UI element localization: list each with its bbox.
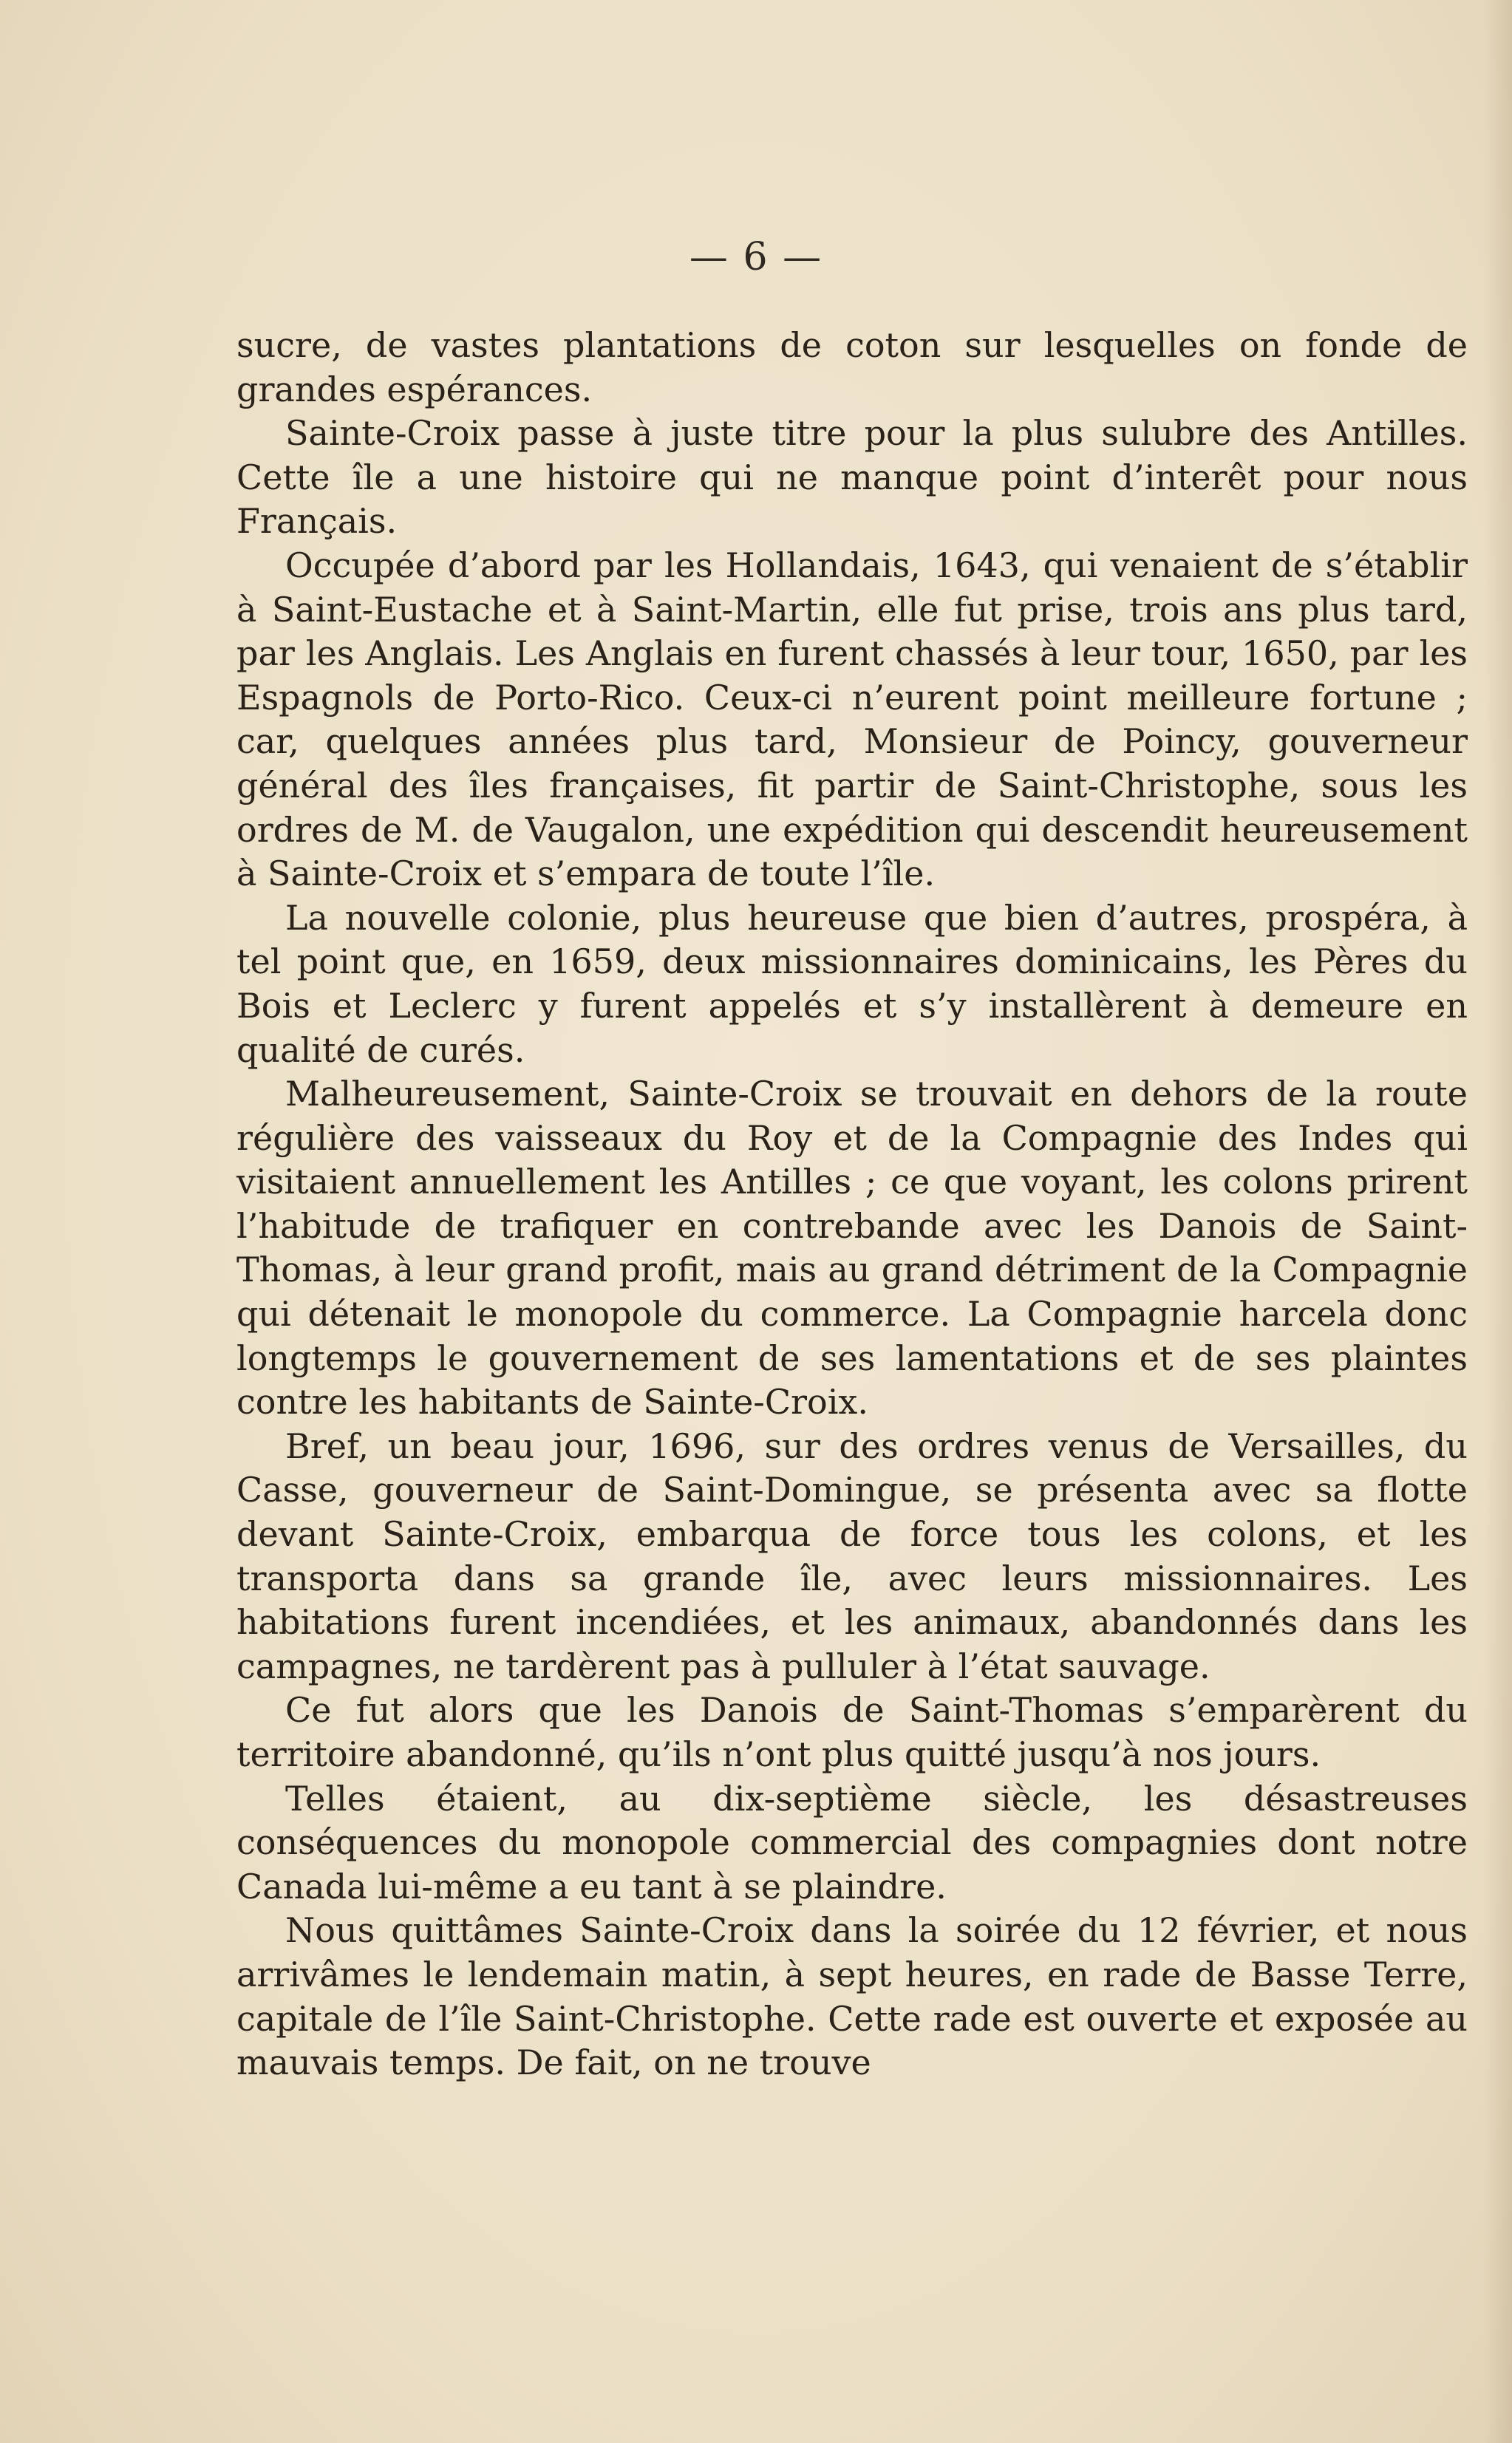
paragraph-9: Nous quittâmes Sainte-Croix dans la soirée du 12 février, et nous arrivâmes le lendemain matin, à sept heures, en rade de Basse Terre, capitale de l’île Saint-Christophe. Cette rade est ouverte et exposée au mauvais temps. De fait, on ne trouve	[236, 1910, 1468, 2083]
paragraph-5: Malheureusement, Sainte-Croix se trouvait en dehors de la route régulière des vaisseaux du Roy et de la Compagnie des Indes qui visitaient annuellement les Antilles ; ce que voyant, les colons prirent l’habitude de trafiquer en contrebande avec les Danois de Saint-Thomas, à leur grand profit, mais au grand détriment de la Compagnie qui détenait le monopole du commerce. La Compagnie harcela donc longtemps le gouvernement de ses lamentations et de ses plaintes contre les habitants de Sainte-Croix.	[236, 1074, 1468, 1422]
paragraph-7: Ce fut alors que les Danois de Saint-Thomas s’emparèrent du territoire abandonné, qu’ils n’ont plus quitté jusqu’à nos jours.	[236, 1690, 1468, 1774]
paragraph-8: Telles étaient, au dix-septième siècle, les désastreuses conséquences du monopole commercial des compagnies dont notre Canada lui-même a eu tant à se plaindre.	[236, 1778, 1468, 1907]
page-edge-shadow	[1484, 0, 1512, 2443]
paragraph-6: Bref, un beau jour, 1696, sur des ordres venus de Versailles, du Casse, gouverneur de Saint-Domingue, se présenta avec sa flotte devant Sainte-Croix, embarqua de force tous les colons, et les transporta dans sa grande île, avec leurs missionnaires. Les habitations furent incendiées, et les animaux, abandonnés dans les campagnes, ne tardèrent pas à pulluler à l’état sauvage.	[236, 1425, 1468, 1686]
paragraph-1: sucre, de vastes plantations de coton sur lesquelles on fonde de grandes espérances.	[236, 325, 1468, 409]
page-number: — 6 —	[689, 235, 823, 279]
paragraph-3: Occupée d’abord par les Hollandais, 1643, qui venaient de s’établir à Saint-Eustache et à Saint-Martin, elle fut prise, trois ans plus tard, par les Anglais. Les Anglais en furent chassés à leur tour, 1650, par les Espagnols de Porto-Rico. Ceux-ci n’eurent point meilleure fortune ; car, quelques années plus tard, Monsieur de Poincy, gouverneur général des îles françaises, fit partir de Saint-Christophe, sous les ordres de M. de Vaugalon, une expédition qui descendit heureusement à Sainte-Croix et s’empara de toute l’île.	[236, 545, 1468, 894]
body-text	[236, 324, 1468, 2085]
paragraph-2: Sainte-Croix passe à juste titre pour la plus sulubre des Antilles. Cette île a une histoire qui ne manque point d’interêt pour nous Français.	[236, 413, 1468, 542]
paragraph-4: La nouvelle colonie, plus heureuse que bien d’autres, prospéra, à tel point que, en 1659, deux missionnaires dominicains, les Pères du Bois et Leclerc y furent appelés et s’y installèrent à demeure en qualité de curés.	[236, 897, 1468, 1070]
